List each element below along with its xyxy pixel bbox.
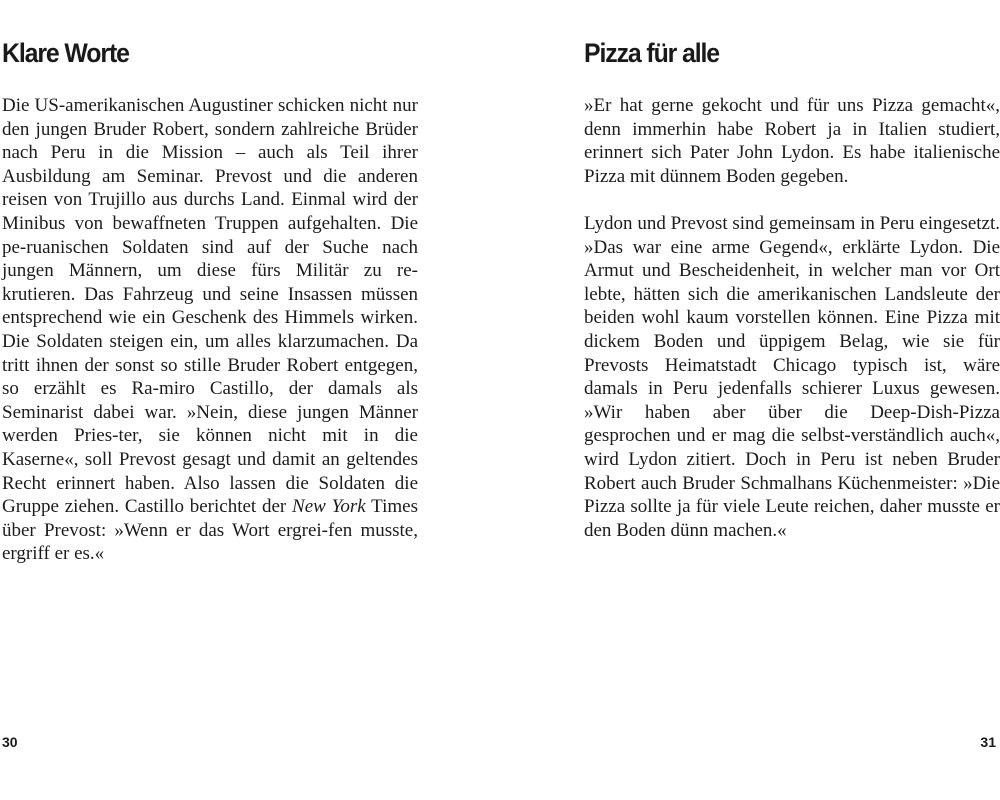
body-line: die amerikanischen Landsleute der beiden (584, 283, 1000, 329)
body-line: aus durchs Land. Einmal wird der Minibus (2, 189, 419, 234)
body-line: Times über Prevost: »Wenn er das Wort ergrei- (2, 496, 418, 541)
body-line: erklärte Lydon. Die Armut und Bescheidenheit, (584, 236, 1000, 282)
body-line: Die US-amerikanischen Augustiner schicken (2, 95, 345, 116)
body-line: Prevost und die anderen reisen von Trujillo (2, 165, 418, 211)
body-line: Lydon und Prevost sind gemeinsam in Peru (584, 212, 915, 234)
body-line: für Prevosts Heimatstadt Chicago typisch ist, (584, 330, 1000, 376)
left-page-body (2, 94, 418, 566)
body-line: fen musste, ergriff er es.« (2, 519, 418, 565)
body-line: Schmalhans Küchenmeister: »Die Pizza sollte (584, 472, 1000, 518)
right-page-paragraph (584, 94, 1000, 188)
body-line: eingesetzt. »Das war eine arme Gegend«, (584, 212, 1000, 258)
body-line: Boden dünn machen.« (616, 519, 787, 541)
body-line: auch als Teil ihrer Ausbildung am Seminar. (2, 142, 418, 187)
body-line: war. »Nein, diese jungen Männer werden Pries- (2, 401, 418, 447)
body-line: zahlreiche Brüder nach Peru in die Mission – (2, 118, 418, 164)
body-line: von bewaffneten Truppen aufgehalten. Die pe- (2, 212, 419, 258)
publication-name: New York (292, 496, 366, 518)
body-line: wohl kaum vorstellen können. Eine Pizza mit (641, 307, 1000, 329)
body-line: »Er hat gerne gekocht und für uns Pizza (584, 95, 914, 116)
left-page-paragraph (2, 94, 418, 566)
body-line: erinnert haben. Also lassen die Soldaten die (56, 472, 419, 494)
page-number-left: 30 (2, 734, 18, 750)
right-page-body (584, 94, 1000, 542)
body-line: gewesen. »Wir haben aber über die Deep- (584, 378, 1000, 423)
body-line: ter, sie können nicht mit in die Kaserne«, soll (2, 425, 418, 470)
body-line: alles klarzumachen. Da tritt ihnen der sonst so (2, 330, 419, 376)
body-line: wäre damals in Peru jedenfalls schierer Luxus (584, 354, 1000, 400)
body-line: Gruppe ziehen. Castillo berichtet der (2, 496, 287, 518)
body-line: Dish-Pizza gesprochen und er mag die selbst- (584, 401, 1000, 447)
right-page (584, 0, 1000, 800)
body-line: miro Castillo, der damals als Seminarist dabei (2, 378, 418, 423)
right-page-heading: Pizza für alle (584, 38, 720, 68)
page-number-right: 31 (980, 734, 996, 750)
left-page-heading: Klare Worte (2, 38, 129, 68)
body-line: ja für viele Leute reichen, daher musste er den (584, 496, 1000, 541)
body-line: dickem Boden und üppigem Belag, wie sie (584, 330, 965, 352)
body-line: gegeben. (780, 165, 849, 187)
body-line: müssen entsprechend wie ein Geschenk des (2, 283, 419, 329)
body-line: Es habe italienische Pizza mit dünnem Boden (584, 142, 1000, 187)
body-line: ruanischen Soldaten sind auf der Suche nach (26, 236, 418, 258)
body-line: krutieren. Das Fahrzeug und seine Insassen (2, 283, 353, 305)
body-line: Italien studiert, erinnert sich Pater John Lydon. (584, 118, 1000, 164)
left-page (2, 0, 418, 800)
body-line: in Peru ist neben Bruder Robert auch Bruder (584, 448, 1000, 494)
body-line: Prevost gesagt und damit an geltendes Recht (2, 448, 418, 494)
body-line: nicht nur den jungen Bruder Robert, sondern (2, 95, 418, 140)
body-line: verständlich auch«, wird Lydon zitiert. Doch (584, 425, 1000, 470)
body-line: Himmels wirken. Die Soldaten steigen ein, um (2, 307, 418, 352)
body-line: in welcher man vor Ort lebte, hätten sich (584, 260, 1000, 305)
body-line: jungen Männern, um diese fürs Militär zu re- (2, 260, 418, 282)
body-line: gemacht«, denn immerhin habe Robert ja in (584, 95, 1000, 140)
body-line: stille Bruder Robert entgegen, so erzählt es Ra- (2, 354, 418, 400)
right-page-paragraph (584, 212, 1000, 542)
